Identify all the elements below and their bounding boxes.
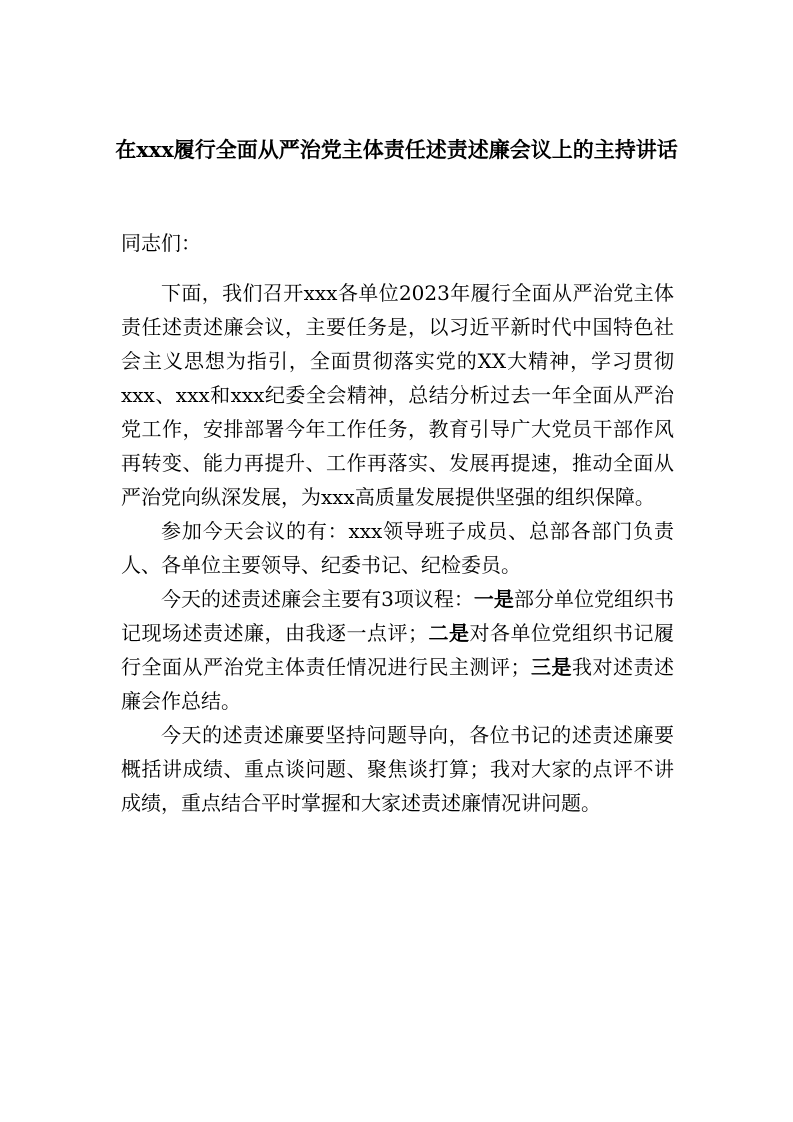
agenda-keyword-3: 三是	[530, 655, 572, 679]
document-title: 在xxx履行全面从严治党主体责任述责述廉会议上的主持讲话	[115, 137, 678, 162]
agenda-intro: 今天的述责述廉会主要有3项议程：	[161, 587, 474, 611]
agenda-keyword-2: 二是	[428, 621, 470, 645]
paragraph-purpose: 下面，我们召开xxx各单位2023年履行全面从严治党主体责任述责述廉会议，主要任务是，以习近平新时代中国特色社会主义思想为指引，全面贯彻落实党的XX大精神，学习贯彻xxx、xxx和xxx纪委全会精神，总结分析过去一年全面从严治党工作，安排部署今年工作任务，教育引导广大党员干部作风再转变、能力再提升、工作再落实、发展再提速，推动全面从严治党向纵深发展，为xxx高质量发展提供坚强的组织保障。	[121, 281, 674, 509]
agenda-item-2: 对各单位党组织书记履行全面从严治党主体责任情况进行民主测评；	[121, 621, 674, 679]
greeting: 同志们：	[121, 231, 201, 255]
agenda-item-1: 部分单位党组织书记现场述责述廉，由我逐一点评；	[121, 587, 675, 645]
paragraph-agenda	[121, 582, 674, 718]
paragraph-attendees: 参加今天会议的有：xxx领导班子成员、总部各部门负责人、各单位主要领导、纪委书记、纪检委员。	[121, 519, 674, 577]
agenda-keyword-1: 一是	[473, 587, 514, 611]
paragraph-requirements: 今天的述责述廉要坚持问题导向，各位书记的述责述廉要概括讲成绩、重点谈问题、聚焦谈打算；我对大家的点评不讲成绩，重点结合平时掌握和大家述责述廉情况讲问题。	[121, 723, 674, 815]
document-body	[121, 276, 674, 820]
agenda-item-3: 我对述责述廉会作总结。	[121, 655, 674, 713]
